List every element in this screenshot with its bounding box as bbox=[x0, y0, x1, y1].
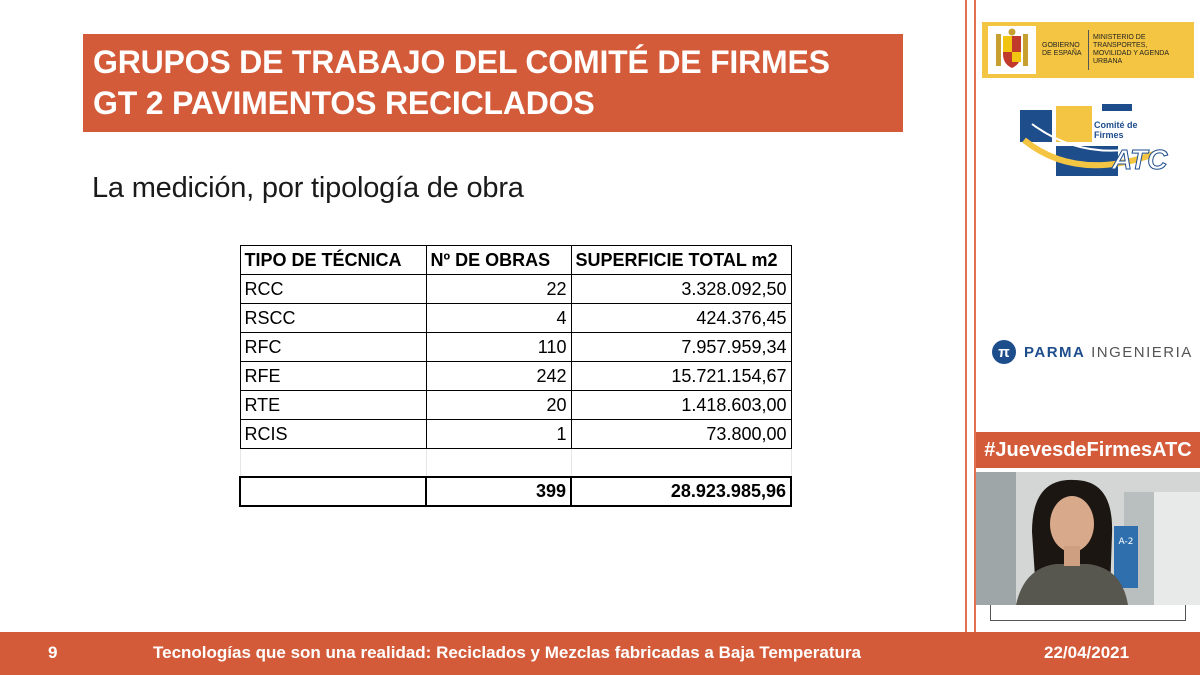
footer-title: Tecnologías que son una realidad: Reciclados y Mezclas fabricadas a Baja Temperatura bbox=[153, 643, 861, 662]
col-header-tipo: TIPO DE TÉCNICA bbox=[240, 246, 426, 275]
table-row bbox=[240, 333, 791, 362]
coat-of-arms-icon bbox=[988, 26, 1036, 74]
atc-subtitle: Comité de Firmes bbox=[1094, 120, 1138, 140]
cell-obras: 110 bbox=[426, 333, 571, 362]
video-frame bbox=[990, 605, 1186, 621]
table-row bbox=[240, 275, 791, 304]
parma-pi-icon: π bbox=[992, 340, 1016, 364]
atc-logo bbox=[1016, 100, 1166, 186]
page-number: 9 bbox=[48, 643, 58, 662]
cell-obras: 242 bbox=[426, 362, 571, 391]
cell-tipo: RTE bbox=[240, 391, 426, 420]
total-superficie: 28.923.985,96 bbox=[571, 477, 791, 506]
parma-strong: PARMA bbox=[1024, 343, 1086, 361]
table-row bbox=[240, 304, 791, 333]
gobierno-logo bbox=[982, 22, 1194, 78]
cell-tipo: RFC bbox=[240, 333, 426, 362]
table-header-row bbox=[240, 246, 791, 275]
atc-name: ATC bbox=[1112, 144, 1168, 175]
col-header-obras: Nº DE OBRAS bbox=[426, 246, 571, 275]
total-obras: 399 bbox=[426, 477, 571, 506]
table-spacer-row bbox=[240, 449, 791, 477]
total-label bbox=[240, 477, 426, 506]
gobierno-text: GOBIERNO DE ESPAÑA bbox=[1042, 42, 1082, 57]
cell-superficie: 15.721.154,67 bbox=[571, 362, 791, 391]
col-header-superficie: SUPERFICIE TOTAL m2 bbox=[571, 246, 791, 275]
footer-date: 22/04/2021 bbox=[1044, 643, 1130, 662]
cell-superficie: 73.800,00 bbox=[571, 420, 791, 449]
cell-superficie: 7.957.959,34 bbox=[571, 333, 791, 362]
title-line-2: GT 2 PAVIMENTOS RECICLADOS bbox=[93, 85, 595, 121]
title-line-1: GRUPOS DE TRABAJO DEL COMITÉ DE FIRMES bbox=[93, 44, 830, 80]
table-row bbox=[240, 362, 791, 391]
logo-separator bbox=[1088, 30, 1089, 70]
sidebar bbox=[976, 0, 1200, 632]
parma-wordmark bbox=[1024, 344, 1193, 361]
spacer-cell bbox=[571, 449, 791, 477]
table-row bbox=[240, 391, 791, 420]
cell-tipo: RCC bbox=[240, 275, 426, 304]
cell-tipo: RFE bbox=[240, 362, 426, 391]
presenter-video bbox=[976, 472, 1200, 605]
cell-tipo: RSCC bbox=[240, 304, 426, 333]
slide-title bbox=[83, 34, 903, 132]
cell-superficie: 3.328.092,50 bbox=[571, 275, 791, 304]
measurement-table bbox=[239, 245, 792, 507]
cell-obras: 1 bbox=[426, 420, 571, 449]
cell-superficie: 424.376,45 bbox=[571, 304, 791, 333]
cell-obras: 22 bbox=[426, 275, 571, 304]
hashtag-banner: #JuevesdeFirmesATC bbox=[976, 432, 1200, 468]
spacer-cell bbox=[240, 449, 426, 477]
table-total-row bbox=[240, 477, 791, 506]
cell-obras: 4 bbox=[426, 304, 571, 333]
parma-logo bbox=[992, 340, 1193, 364]
ministerio-text: MINISTERIO DE TRANSPORTES, MOVILIDAD Y AGENDA URBANA bbox=[1093, 34, 1169, 65]
sidebar-divider bbox=[965, 0, 976, 632]
table-row bbox=[240, 420, 791, 449]
parma-light: INGENIERIA bbox=[1091, 343, 1193, 361]
spacer-cell bbox=[426, 449, 571, 477]
footer-bar bbox=[0, 632, 1200, 675]
cell-obras: 20 bbox=[426, 391, 571, 420]
svg-text:A-2: A-2 bbox=[1118, 537, 1134, 547]
slide-subtitle: La medición, por tipología de obra bbox=[92, 172, 524, 204]
cell-superficie: 1.418.603,00 bbox=[571, 391, 791, 420]
cell-tipo: RCIS bbox=[240, 420, 426, 449]
